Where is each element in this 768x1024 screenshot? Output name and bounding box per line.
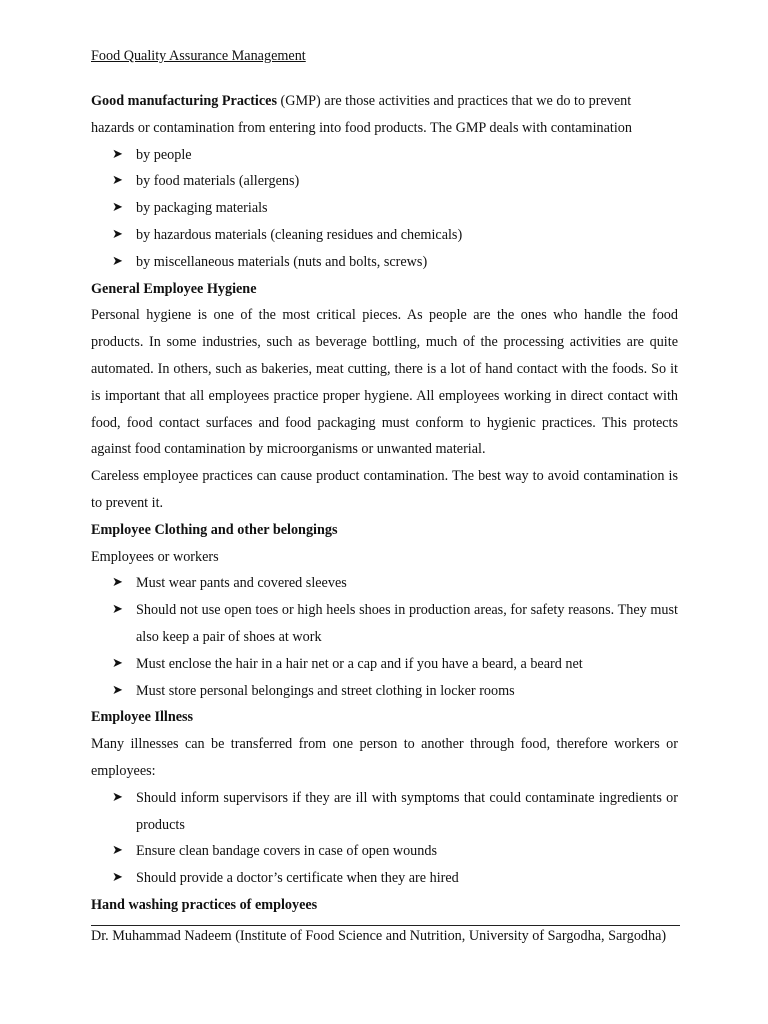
arrowhead-bullet-icon: ➤: [112, 146, 123, 162]
list-item: ➤ Must wear pants and covered sleeves: [91, 570, 678, 597]
list-item: ➤ by hazardous materials (cleaning residues and chemicals): [91, 222, 678, 249]
clothing-list: [91, 570, 678, 704]
list-item: ➤ by miscellaneous materials (nuts and bolts, screws): [91, 249, 678, 276]
arrowhead-bullet-icon: ➤: [112, 789, 123, 805]
gmp-term: Good manufacturing Practices: [91, 93, 277, 109]
arrowhead-bullet-icon: ➤: [112, 575, 123, 591]
illness-list: [91, 785, 678, 892]
clothing-intro: Employees or workers: [91, 548, 219, 565]
arrowhead-bullet-icon: ➤: [112, 226, 123, 242]
list-item: ➤ Ensure clean bandage covers in case of open wounds: [91, 838, 678, 865]
gmp-list: [91, 142, 678, 276]
section-heading-handwashing: Hand washing practices of employees: [91, 896, 318, 913]
arrowhead-bullet-icon: ➤: [112, 200, 123, 216]
illness-intro: Many illnesses can be transferred from one person to another through food, therefore workers or employees:: [91, 736, 678, 779]
arrowhead-bullet-icon: ➤: [112, 253, 123, 269]
hygiene-paragraph-1: Personal hygiene is one of the most critical pieces. As people are the ones who handle the food products. In some industries, such as beverage bottling, much of the processing activities are quite automated. In others, such as bakeries, meat cutting, there is a lot of hand contact with the foods. So it is important that all employees practice proper hygiene. All employees working in direct contact with food, food contact surfaces and food packaging must conform to hygienic practices. This protects against food contamination by microorganisms or unwanted material.: [91, 307, 678, 458]
list-item: ➤ Should not use open toes or high heels shoes in production areas, for safety reasons. They must also keep a pair of shoes at work: [91, 597, 678, 651]
gmp-intro-line2: hazards or contamination from entering into food products. The GMP deals with contamination: [91, 119, 632, 136]
section-heading-illness: Employee Illness: [91, 709, 194, 726]
list-item: ➤ Should provide a doctor’s certificate when they are hired: [91, 865, 678, 892]
list-item: ➤ Must enclose the hair in a hair net or a cap and if you have a beard, a beard net: [91, 651, 678, 678]
gmp-intro-rest: (GMP) are those activities and practices that we do to prevent: [277, 93, 632, 109]
arrowhead-bullet-icon: ➤: [112, 173, 123, 189]
list-item: ➤ Must store personal belongings and street clothing in locker rooms: [91, 678, 678, 705]
list-item: ➤ Should inform supervisors if they are ill with symptoms that could contaminate ingredients or products: [91, 785, 678, 839]
list-item: ➤ by food materials (allergens): [91, 168, 678, 195]
section-heading-clothing: Employee Clothing and other belongings: [91, 521, 338, 538]
page-footer: Dr. Muhammad Nadeem (Institute of Food Science and Nutrition, University of Sargodha, Sargodha): [91, 928, 667, 944]
arrowhead-bullet-icon: ➤: [112, 602, 123, 618]
arrowhead-bullet-icon: ➤: [112, 682, 123, 698]
page-header-title: Food Quality Assurance Management: [91, 48, 306, 64]
list-item: ➤ by packaging materials: [91, 195, 678, 222]
arrowhead-bullet-icon: ➤: [112, 843, 123, 859]
document-body: [91, 88, 678, 919]
arrowhead-bullet-icon: ➤: [112, 870, 123, 886]
section-heading-hygiene: General Employee Hygiene: [91, 280, 257, 297]
hygiene-paragraph-2: Careless employee practices can cause product contamination. The best way to avoid contamination is to prevent it.: [91, 468, 678, 511]
gmp-intro-line1: [91, 88, 678, 115]
arrowhead-bullet-icon: ➤: [112, 655, 123, 671]
list-item: ➤ by people: [91, 142, 678, 169]
